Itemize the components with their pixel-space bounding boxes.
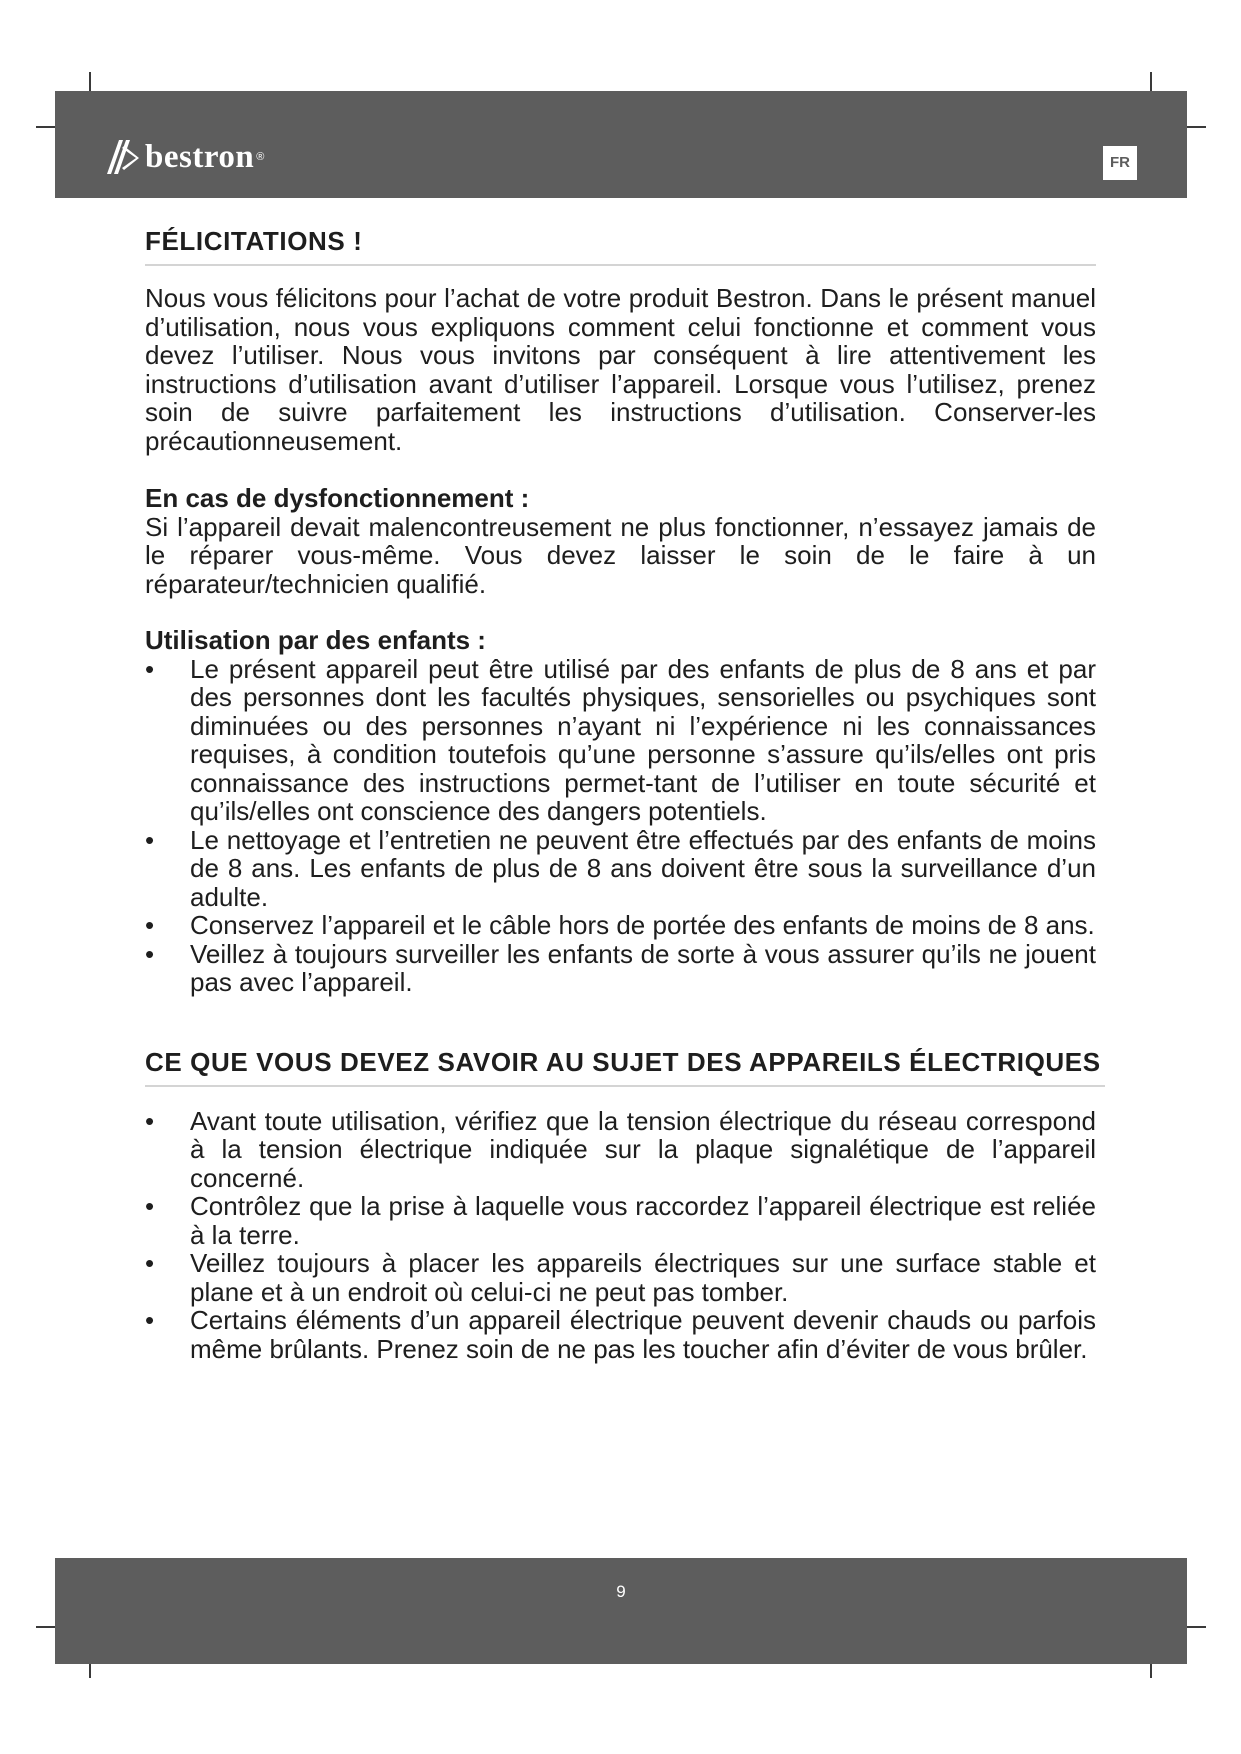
list-item bbox=[145, 1306, 1096, 1363]
intro-paragraph: Nous vous félicitons pour l’achat de votre produit Bestron. Dans le présent manuel d’utilisation, nous vous expliquons comment celui fonctionne et comment vous devez l’utiliser. Nous vous invitons par conséquent à lire attentivement les instructions d’utilisation avant d’utiliser l’appareil. Lorsque vous l’utilisez, prenez soin de suivre parfaitement les instructions d’utilisation. Conserver-les précautionneusement. bbox=[145, 283, 1096, 456]
bestron-chevron-logo-icon bbox=[105, 138, 139, 176]
children-heading: Utilisation par des enfants : bbox=[145, 625, 486, 655]
bullet-icon: • bbox=[145, 910, 155, 940]
page-number: 9 bbox=[616, 1582, 626, 1601]
electrical-list bbox=[145, 1107, 1096, 1364]
list-item-text: Le présent appareil peut être utilisé par des enfants de plus de 8 ans et par des personnes dont les facultés physiques, sensorielles ou psychiques sont diminuées ou des personnes n’ayant ni l’expérience ni les connaissances requises, à condition toutefois qu’une personne s’assure qu’ils/elles ont pris connaissance des instructions permet-tant de l’utiliser en toute sécurité et qu’ils/elles ont conscience des dangers potentiels. bbox=[190, 653, 1096, 826]
bullet-icon: • bbox=[145, 1305, 155, 1335]
bullet-icon: • bbox=[145, 824, 155, 855]
list-item-text: Veillez toujours à placer les appareils électriques sur une surface stable et plane et à un endroit où celui-ci ne peut pas tomber. bbox=[190, 1248, 1096, 1307]
list-item bbox=[145, 940, 1096, 997]
bullet-icon: • bbox=[145, 653, 155, 684]
bullet-icon: • bbox=[145, 1191, 155, 1221]
list-item-text: Veillez à toujours surveiller les enfants de sorte à vous assurer qu’ils ne jouent pas avec l’appareil. bbox=[190, 938, 1096, 997]
list-item bbox=[145, 655, 1096, 826]
registered-mark: ® bbox=[256, 151, 265, 163]
list-item bbox=[145, 826, 1096, 912]
list-item-text: Certains éléments d’un appareil électrique peuvent devenir chauds ou parfois même brûlants. Prenez soin de ne pas les toucher afin d’éviter de vous brûler. bbox=[190, 1305, 1096, 1364]
list-item bbox=[145, 1249, 1096, 1306]
brand-logo bbox=[105, 137, 264, 177]
section-title-congratulations: FÉLICITATIONS ! bbox=[145, 226, 1096, 266]
footer-bar bbox=[55, 1558, 1187, 1664]
malfunction-paragraph: Si l’appareil devait malencontreusement ne plus fonctionner, n’essayez jamais de le réparer vous-même. Vous devez laisser le soin de le faire à un réparateur/technicien qualifié. bbox=[145, 511, 1096, 599]
list-item-text: Conservez l’appareil et le câble hors de portée des enfants de moins de 8 ans. bbox=[190, 910, 1095, 940]
list-item-text: Le nettoyage et l’entretien ne peuvent être effectués par des enfants de moins de 8 ans. Les enfants de plus de 8 ans doivent être sous la surveillance d’un adulte. bbox=[190, 824, 1096, 912]
malfunction-heading: En cas de dysfonctionnement : bbox=[145, 483, 530, 513]
list-item bbox=[145, 911, 1096, 940]
header-bar bbox=[55, 91, 1187, 198]
list-item bbox=[145, 1107, 1096, 1193]
list-item-text: Avant toute utilisation, vérifiez que la tension électrique du réseau correspond à la tension électrique indiquée sur la plaque signalétique de l’appareil concerné. bbox=[190, 1105, 1096, 1193]
brand-name: bestron bbox=[145, 138, 255, 175]
section-title-electrical: CE QUE VOUS DEVEZ SAVOIR AU SUJET DES APPAREILS ÉLECTRIQUES bbox=[145, 1047, 1105, 1087]
list-item-text: Contrôlez que la prise à laquelle vous raccordez l’appareil électrique est reliée à la terre. bbox=[190, 1191, 1096, 1250]
bullet-icon: • bbox=[145, 1248, 155, 1278]
bullet-icon: • bbox=[145, 938, 155, 969]
children-list bbox=[145, 655, 1096, 997]
list-item bbox=[145, 1192, 1096, 1249]
language-badge: FR bbox=[1103, 146, 1137, 180]
page-content bbox=[145, 226, 1101, 1364]
bullet-icon: • bbox=[145, 1105, 155, 1136]
